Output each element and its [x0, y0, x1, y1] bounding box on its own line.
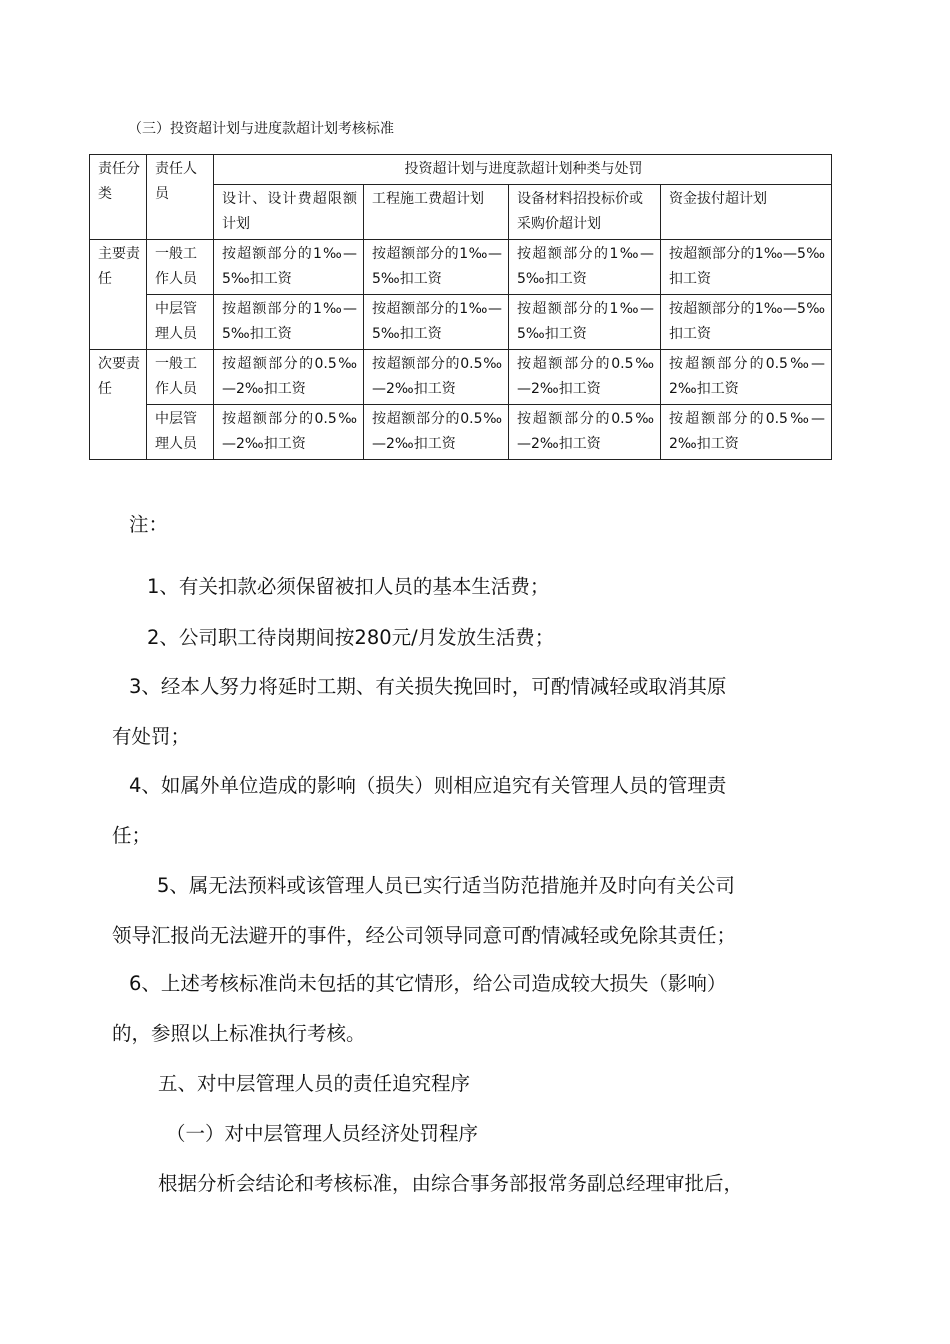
table-cell: 按超额部分的1‰—5‰扣工资	[214, 295, 364, 350]
table-cell: 按超额部分的1‰—5‰扣工资	[214, 240, 364, 295]
table-cell: 按超额部分的0.5‰—2‰扣工资	[509, 350, 661, 405]
table-cell: 按超额部分的1‰—5‰扣工资	[661, 295, 832, 350]
subheader-design-fee: 设计、设计费超限额计划	[214, 185, 364, 240]
note-item: 5、属无法预料或该管理人员已实行适当防范措施并及时向有关公司	[157, 874, 735, 897]
table-cell: 按超额部分的0.5‰—2‰扣工资	[661, 405, 832, 460]
table-row	[90, 350, 832, 405]
note-item-continued: 的，参照以上标准执行考核。	[112, 1022, 366, 1045]
table-cell: 按超额部分的0.5‰—2‰扣工资	[364, 350, 509, 405]
note-item-continued: 任；	[112, 824, 152, 847]
table-cell: 按超额部分的0.5‰—2‰扣工资	[214, 350, 364, 405]
row-person: 一般工作人员	[147, 350, 214, 405]
table-row	[90, 240, 832, 295]
table-row	[90, 405, 832, 460]
table-header-row	[90, 155, 832, 185]
note-label: 注：	[129, 513, 169, 536]
category-secondary: 次要责任	[90, 350, 147, 460]
note-item: 4、如属外单位造成的影响（损失）则相应追究有关管理人员的管理责	[129, 774, 727, 797]
table-cell: 按超额部分的0.5‰—2‰扣工资	[509, 405, 661, 460]
heading-subsection-5-1: （一）对中层管理人员经济处罚程序	[166, 1122, 479, 1145]
table-cell: 按超额部分的1‰—5‰扣工资	[509, 240, 661, 295]
assessment-table	[89, 154, 832, 460]
table-cell: 按超额部分的1‰—5‰扣工资	[364, 240, 509, 295]
row-person: 中层管理人员	[147, 405, 214, 460]
table-row	[90, 295, 832, 350]
header-penalty-group: 投资超计划与进度款超计划种类与处罚	[214, 155, 832, 185]
subheader-construction-fee: 工程施工费超计划	[364, 185, 509, 240]
note-item: 3、经本人努力将延时工期、有关损失挽回时，可酌情减轻或取消其原	[129, 675, 727, 698]
header-responsible-person: 责任人员	[147, 155, 214, 240]
table-cell: 按超额部分的0.5‰—2‰扣工资	[214, 405, 364, 460]
note-item: 2、公司职工待岗期间按280元/月发放生活费；	[147, 626, 555, 649]
table-cell: 按超额部分的1‰—5‰扣工资	[661, 240, 832, 295]
table-cell: 按超额部分的0.5‰—2‰扣工资	[661, 350, 832, 405]
table-cell: 按超额部分的1‰—5‰扣工资	[509, 295, 661, 350]
section-title: （三）投资超计划与进度款超计划考核标准	[128, 121, 394, 137]
table-cell: 按超额部分的1‰—5‰扣工资	[364, 295, 509, 350]
note-item: 6、上述考核标准尚未包括的其它情形，给公司造成较大损失（影响）	[129, 972, 727, 995]
category-primary: 主要责任	[90, 240, 147, 350]
subheader-equipment-price: 设备材料招投标价或采购价超计划	[509, 185, 661, 240]
header-responsibility-category: 责任分类	[90, 155, 147, 240]
note-item-continued: 领导汇报尚无法避开的事件，经公司领导同意可酌情减轻或免除其责任；	[112, 924, 737, 947]
row-person: 一般工作人员	[147, 240, 214, 295]
table-cell: 按超额部分的0.5‰—2‰扣工资	[364, 405, 509, 460]
note-item: 1、有关扣款必须保留被扣人员的基本生活费；	[147, 575, 550, 598]
note-item-continued: 有处罚；	[112, 725, 191, 748]
body-paragraph: 根据分析会结论和考核标准，由综合事务部报常务副总经理审批后，	[158, 1172, 744, 1195]
row-person: 中层管理人员	[147, 295, 214, 350]
heading-section-5: 五、对中层管理人员的责任追究程序	[158, 1072, 471, 1095]
subheader-fund-allocation: 资金拔付超计划	[661, 185, 832, 240]
